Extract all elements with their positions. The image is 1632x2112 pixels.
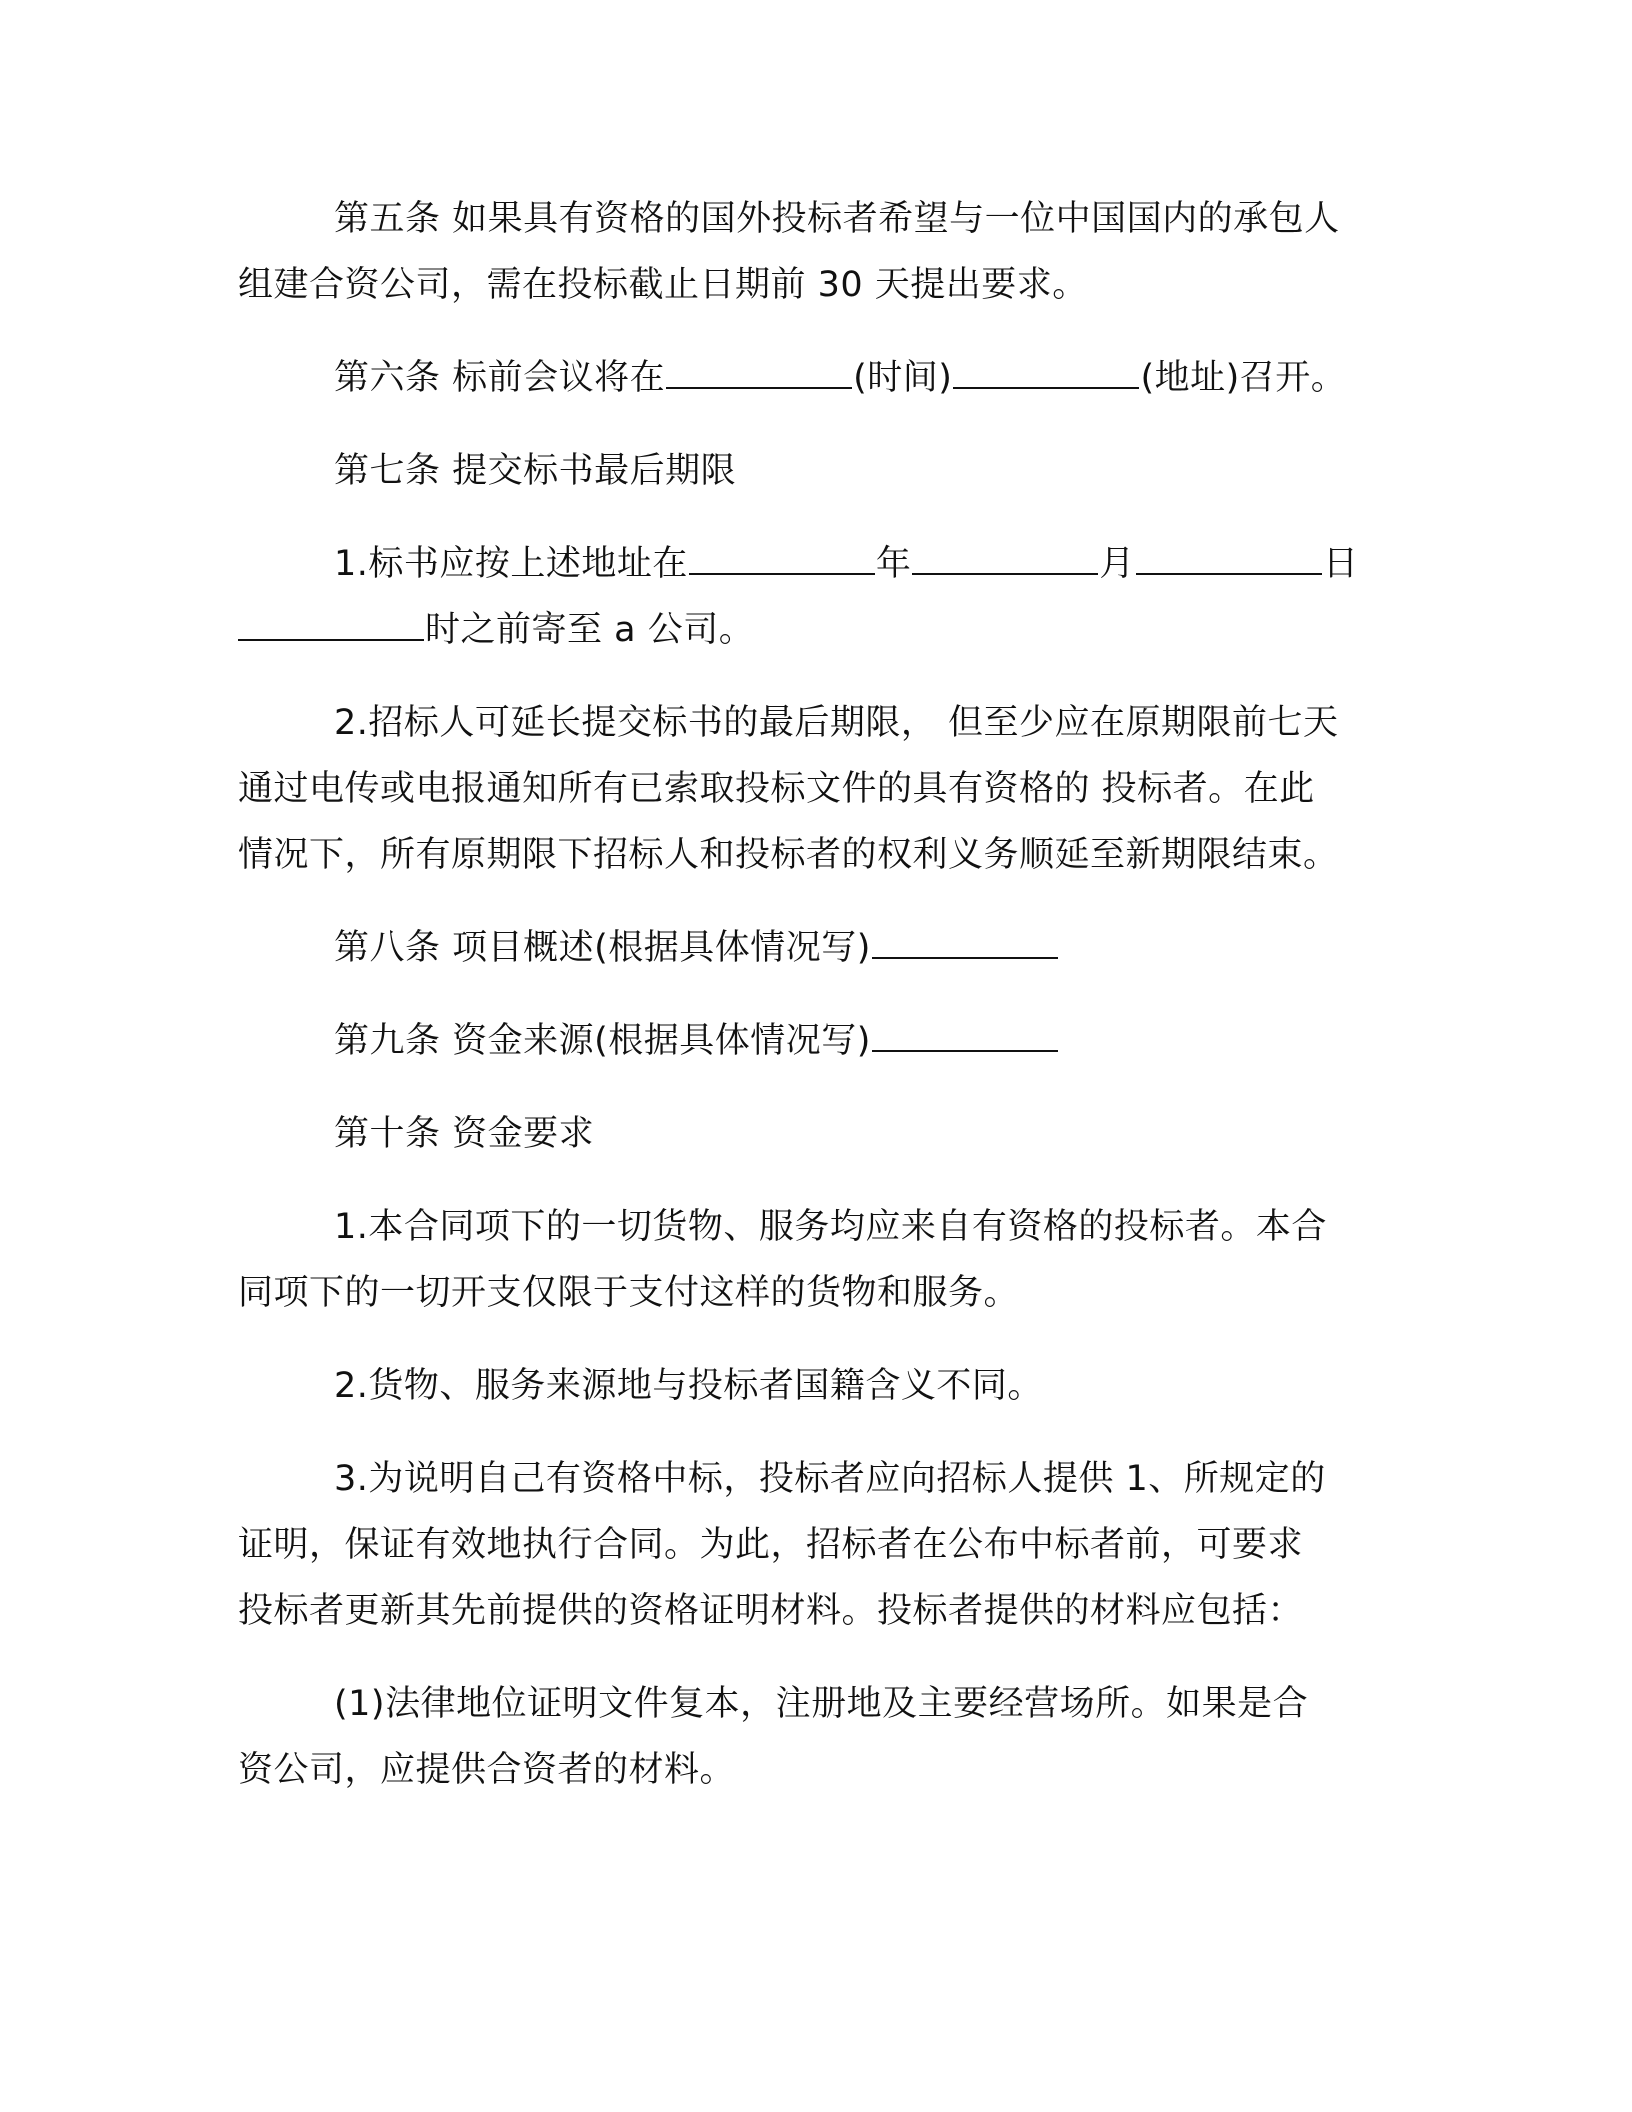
article-10-item-3-line-3: 投标者更新其先前提供的资格证明材料。投标者提供的材料应包括： <box>238 1591 1304 1631</box>
hour-text: 时之前寄至 a 公司。 <box>425 610 755 650</box>
article-6-text-1: 第六条 标前会议将在 <box>334 358 666 398</box>
article-7-item-1 <box>238 531 1388 663</box>
article-7-item-2-line-3: 情况下，所有原期限下招标人和投标者的权利义务顺延至新期限结束。 <box>238 835 1339 875</box>
article-5 <box>238 186 1388 318</box>
article-10-item-3-line-2: 证明，保证有效地执行合同。为此，招标者在公布中标者前，可要求 <box>238 1525 1304 1565</box>
article-7-item-2-line-1: 2.招标人可延长提交标书的最后期限， 但至少应在原期限前七天 <box>334 703 1339 743</box>
deadline-text: 1.标书应按上述地址在 <box>334 544 688 584</box>
article-7-item-2-line-2: 通过电传或电报通知所有已索取投标文件的具有资格的 投标者。在此 <box>238 769 1315 809</box>
article-8-text: 第八条 项目概述(根据具体情况写) <box>334 928 871 968</box>
document-body <box>238 186 1388 1830</box>
day-label: 日 <box>1322 544 1359 584</box>
article-5-line-1: 第五条 如果具有资格的国外投标者希望与一位中国国内的承包人 <box>334 199 1340 239</box>
time-blank <box>666 357 852 389</box>
article-9 <box>238 1008 1388 1074</box>
month-blank <box>912 543 1098 575</box>
hour-blank <box>238 609 424 641</box>
article-8 <box>238 915 1388 981</box>
article-7-item-1-line-2 <box>238 597 1388 663</box>
article-6-text-2: (时间) <box>853 358 953 398</box>
article-10-item-1-line-2: 同项下的一切开支仅限于支付这样的货物和服务。 <box>238 1273 1020 1313</box>
month-label: 月 <box>1099 544 1135 584</box>
article-10-heading: 第十条 资金要求 <box>334 1114 595 1154</box>
article-10-item-3-sub-1 <box>238 1671 1388 1803</box>
article-6 <box>238 345 1388 411</box>
year-label: 年 <box>875 544 912 584</box>
article-10-item-2: 2.货物、服务来源地与投标者国籍含义不同。 <box>334 1366 1043 1406</box>
article-7-item-2 <box>238 690 1388 888</box>
article-7-heading: 第七条 提交标书最后期限 <box>334 451 737 491</box>
article-9-text: 第九条 资金来源(根据具体情况写) <box>334 1021 871 1061</box>
year-blank <box>689 543 875 575</box>
article-7-item-1-line-1 <box>238 531 1388 597</box>
day-blank <box>1136 543 1322 575</box>
funding-source-blank <box>872 1020 1058 1052</box>
article-10-item-1-line-1: 1.本合同项下的一切货物、服务均应来自有资格的投标者。本合 <box>334 1207 1327 1247</box>
address-blank <box>953 357 1139 389</box>
article-10-item-1 <box>238 1194 1388 1326</box>
project-overview-blank <box>872 927 1058 959</box>
article-10-item-3-line-1: 3.为说明自己有资格中标，投标者应向招标人提供 1、所规定的 <box>334 1459 1326 1499</box>
article-10-item-3-sub-1-line-1: (1)法律地位证明文件复本，注册地及主要经营场所。如果是合 <box>334 1684 1309 1724</box>
article-10-item-3-sub-1-line-2: 资公司，应提供合资者的材料。 <box>238 1750 736 1790</box>
article-6-text-3: (地址)召开。 <box>1140 358 1347 398</box>
article-10-item-3 <box>238 1446 1388 1644</box>
article-5-line-2: 组建合资公司，需在投标截止日期前 30 天提出要求。 <box>238 265 1088 305</box>
